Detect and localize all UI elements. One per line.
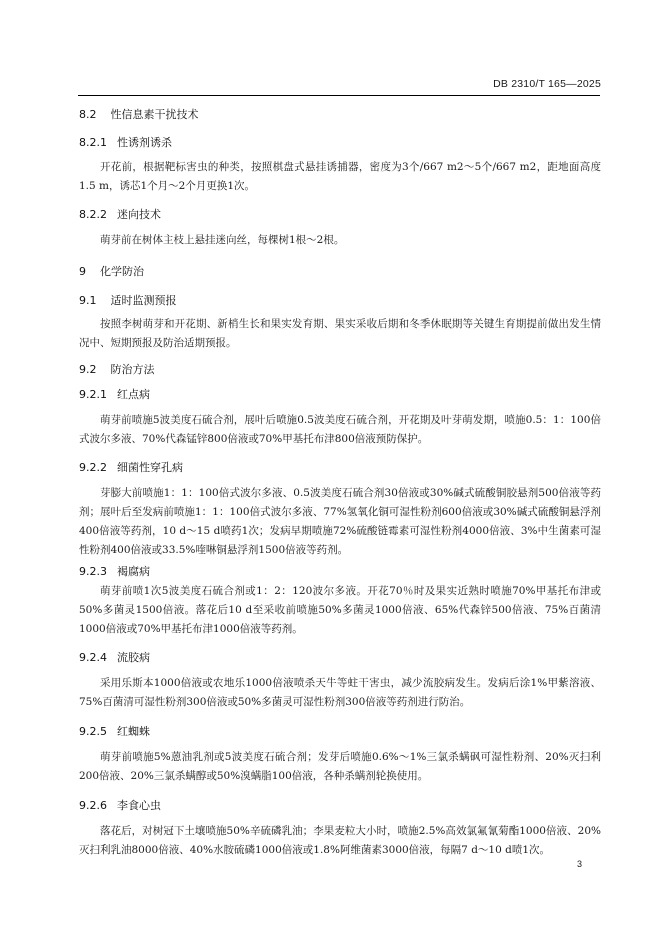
document-body xyxy=(79,106,601,860)
paragraph: 萌芽前喷1次5波美度石硫合剂或1：2：120波尔多液。开花70％时及果实近熟时喷施70%甲基托布津或50%多菌灵1500倍液。落花后10 d至采收前喷施50%多菌灵1000倍液、65%代森锌500倍液、75%百菌清1000倍液或70%甲基托布津1000倍液等药剂。 xyxy=(79,585,601,635)
heading-8-2-1 xyxy=(79,134,601,151)
heading-number: 9 xyxy=(79,265,86,278)
heading-title: 适时监测预报 xyxy=(110,294,177,307)
document-code: DB 2310/T 165—2025 xyxy=(493,78,601,90)
heading-title: 红蜘蛛 xyxy=(117,725,150,738)
heading-number: 9.2.3 xyxy=(79,565,107,578)
heading-title: 细菌性穿孔病 xyxy=(117,461,183,474)
heading-9-2-4 xyxy=(79,649,601,666)
paragraph: 萌芽前在树体主枝上悬挂迷向丝，每棵树1根～2根。 xyxy=(100,234,345,246)
paragraph: 按照李树萌芽和开花期、新梢生长和果实发育期、果实采收后期和冬季休眠期等关键生育期提前做出发生情况中、短期预报及防治适期预报。 xyxy=(79,318,601,349)
paragraph: 萌芽前喷施5波美度石硫合剂，展叶后喷施0.5波美度石硫合剂，开花期及叶芽萌发期，喷施0.5：1：100倍式波尔多液、70%代森锰锌800倍液或70%甲基托布津800倍液预防保护。 xyxy=(79,414,601,445)
paragraph: 芽膨大前喷施1：1：100倍式波尔多液、0.5波美度石硫合剂30倍液或30%碱式硫酸铜胶悬剂500倍液等药剂；展叶后至发病前喷施1：1：100倍式波尔多液、77%氢氧化铜可湿性粉剂600倍液或30%碱式硫酸铜悬浮剂400倍液等药剂，10 d～15 d喷药1次；发病早期喷施72%硫酸链霉素可湿性粉剂4000倍液、3%中生菌素可湿性粉剂400倍液或33.5%喹啉铜悬浮剂1500倍液等药剂。 xyxy=(79,487,601,556)
heading-9-2-2 xyxy=(79,459,601,476)
heading-number: 8.2 xyxy=(79,108,97,121)
heading-number: 9.2.1 xyxy=(79,388,107,401)
heading-8-2-2 xyxy=(79,206,601,223)
heading-9-1 xyxy=(79,292,601,309)
heading-9 xyxy=(79,263,601,280)
paragraph: 采用乐斯本1000倍液或农地乐1000倍液喷杀天牛等蛀干害虫，减少流胶病发生。发病后涂1%甲紫溶液、75%百菌清可湿性粉剂300倍液或50%多菌灵可湿性粉剂300倍液等药剂进行防治。 xyxy=(79,677,601,708)
heading-9-2-1 xyxy=(79,386,601,403)
heading-title: 性信息素干扰技术 xyxy=(110,108,199,121)
heading-title: 李食心虫 xyxy=(117,799,161,812)
heading-number: 9.2.6 xyxy=(79,799,107,812)
heading-number: 9.2 xyxy=(79,363,97,376)
page-number: 3 xyxy=(576,859,582,869)
heading-number: 9.2.4 xyxy=(79,651,107,664)
heading-8-2 xyxy=(79,106,601,123)
heading-title: 褐腐病 xyxy=(117,565,150,578)
heading-title: 流胶病 xyxy=(117,651,150,664)
heading-number: 9.1 xyxy=(79,294,97,307)
paragraph: 开花前，根据靶标害虫的种类，按照棋盘式悬挂诱捕器，密度为3个/667 m2～5个/667 m2，距地面高度1.5 m，诱芯1个月～2个月更换1次。 xyxy=(79,161,601,192)
paragraph: 萌芽前喷施5%蒽油乳剂或5波美度石硫合剂；发芽后喷施0.6%～1%三氯杀螨砜可湿性粉剂、20%灭扫利200倍液、20%三氯杀螨醇或50%溴螨脂100倍液，各种杀螨剂轮换使用。 xyxy=(79,751,601,782)
heading-title: 防治方法 xyxy=(110,363,155,376)
heading-title: 化学防治 xyxy=(100,265,144,278)
heading-number: 8.2.2 xyxy=(79,208,107,221)
heading-9-2-6 xyxy=(79,797,601,814)
heading-title: 性诱剂诱杀 xyxy=(117,136,172,149)
heading-number: 9.2.2 xyxy=(79,461,107,474)
heading-9-2-3 xyxy=(79,563,601,580)
paragraph: 落花后，对树冠下土壤喷施50%辛硫磷乳油；李果麦粒大小时，喷施2.5%高效氯氟氰菊酯1000倍液、20%灭扫利乳油8000倍液、40%水胺硫磷1000倍液或1.8%阿维菌素3000倍液，每隔7 d～10 d喷1次。 xyxy=(79,825,601,856)
heading-number: 9.2.5 xyxy=(79,725,107,738)
heading-title: 红点病 xyxy=(117,388,150,401)
heading-number: 8.2.1 xyxy=(79,136,107,149)
heading-title: 迷向技术 xyxy=(117,208,161,221)
heading-9-2-5 xyxy=(79,723,601,740)
heading-9-2 xyxy=(79,361,601,378)
header-rule xyxy=(78,95,600,96)
